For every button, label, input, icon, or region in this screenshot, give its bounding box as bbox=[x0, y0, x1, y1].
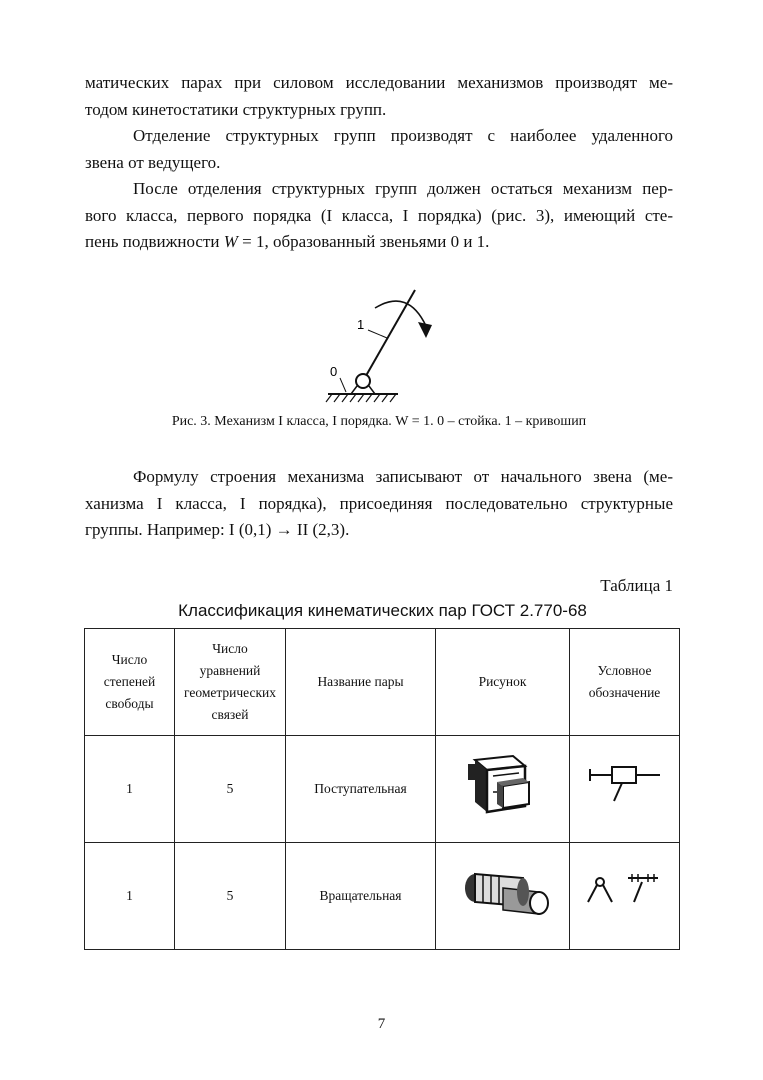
table-title: Классификация кинематических пар ГОСТ 2.770-68 bbox=[178, 601, 587, 620]
cell-symbol bbox=[570, 736, 680, 843]
header-name bbox=[286, 629, 436, 736]
ground-hatch bbox=[326, 394, 396, 402]
header-equations bbox=[175, 629, 286, 736]
cell-symbol bbox=[570, 843, 680, 950]
header-line: Число bbox=[111, 652, 148, 667]
header-line: степеней bbox=[103, 674, 156, 689]
cell-picture bbox=[436, 736, 570, 843]
table-row bbox=[85, 736, 680, 843]
table-number: Таблица 1 bbox=[600, 576, 673, 595]
header-line: уравнений bbox=[199, 663, 261, 678]
cell-equations: 5 bbox=[175, 736, 286, 843]
text-line: ханизма I класса, I порядка), присоединяя последовательно структурные bbox=[85, 493, 673, 513]
header-picture bbox=[436, 629, 570, 736]
table-row bbox=[85, 843, 680, 950]
header-dof bbox=[85, 629, 175, 736]
text-line: матических парах при силовом исследовании механизмов производят ме- bbox=[85, 73, 673, 92]
label-link-1: 1 bbox=[357, 317, 365, 332]
text-line: вого класса, первого порядка (I класса, I порядка) (рис. 3), имеющий сте- bbox=[85, 205, 673, 225]
header-line: Рисунок bbox=[478, 674, 527, 689]
cell-dof: 1 bbox=[85, 736, 175, 843]
text-line: группы. Например: I (0,1) → II (2,3). bbox=[85, 520, 350, 539]
variable-w: W bbox=[223, 232, 238, 251]
text-fragment: = 1, образованный звеньями 0 и 1. bbox=[237, 232, 490, 251]
header-line: геометрических bbox=[183, 685, 277, 700]
arrowhead bbox=[418, 322, 432, 338]
revolute-pair-image bbox=[453, 858, 553, 928]
cell-name: Поступательная bbox=[286, 736, 436, 843]
header-line: свободы bbox=[105, 696, 154, 711]
label-base-0: 0 bbox=[330, 364, 338, 379]
paragraph-3 bbox=[85, 176, 673, 256]
cell-equations: 5 bbox=[175, 843, 286, 950]
figure-caption: Рис. 3. Механизм I класса, I порядка. W = 1. 0 – стойка. 1 – кривошип bbox=[171, 414, 587, 429]
paragraph-4 bbox=[85, 464, 673, 544]
cell-picture bbox=[436, 843, 570, 950]
text-line: Отделение структурных групп производят с наиболее удаленного bbox=[133, 126, 673, 145]
text-line: тодом кинетостатики структурных групп. bbox=[85, 99, 387, 119]
text-line: Формулу строения механизма записывают от начального звена (ме- bbox=[133, 467, 673, 486]
text-line bbox=[85, 229, 673, 256]
paragraph-2 bbox=[85, 123, 673, 176]
header-line: Условное bbox=[597, 663, 652, 678]
paragraph-1 bbox=[85, 70, 673, 123]
header-line: обозначение bbox=[588, 685, 661, 700]
header-line: Число bbox=[212, 641, 248, 656]
cell-dof: 1 bbox=[85, 843, 175, 950]
text-line: После отделения структурных групп должен остаться механизм пер- bbox=[133, 179, 673, 198]
text-fragment: пень подвижности bbox=[85, 232, 224, 251]
kinematic-pairs-table bbox=[84, 628, 680, 950]
prismatic-pair-symbol bbox=[580, 761, 670, 811]
text-line: звена от ведущего. bbox=[85, 152, 221, 172]
header-symbol bbox=[570, 629, 680, 736]
pivot-joint bbox=[356, 374, 370, 388]
page-number: 7 bbox=[377, 1016, 386, 1032]
header-line: Название пары bbox=[317, 674, 404, 689]
mechanism-figure bbox=[300, 282, 480, 412]
header-line: связей bbox=[211, 707, 249, 722]
cell-name: Вращательная bbox=[286, 843, 436, 950]
revolute-pair-symbol bbox=[580, 868, 670, 918]
prismatic-pair-image bbox=[463, 746, 543, 826]
table-header-row bbox=[85, 629, 680, 736]
